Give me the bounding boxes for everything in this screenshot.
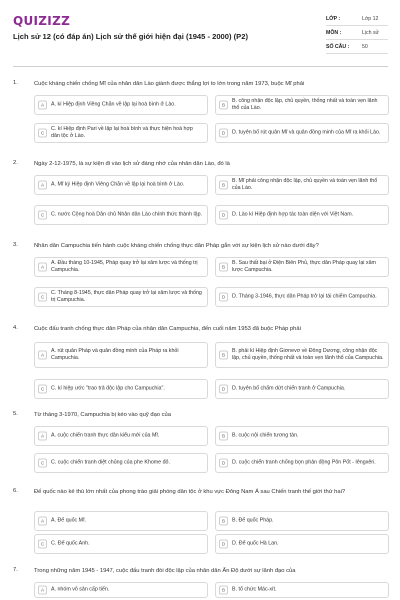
question-text: Cuộc đấu tranh chống thực dân Pháp của nhân dân Campuchia, đến cuối năm 1953 đã buộc Pháp phải bbox=[34, 326, 301, 332]
option-text: B. phải kí Hiệp định Giơnevơ về Đông Dương, công nhận độc lập, chủ quyền, thống nhất và toàn vẹn lãnh thổ của Campuchia. bbox=[232, 348, 384, 361]
option-letter: B bbox=[219, 432, 228, 441]
option-b[interactable] bbox=[215, 582, 389, 598]
worksheet-meta bbox=[326, 12, 388, 54]
option-letter: B bbox=[219, 263, 228, 272]
meta-value: Lớp 12 bbox=[362, 15, 379, 22]
option-text: C. nước Cộng hoà Dân chủ Nhân dân Lào chính thức thành lập. bbox=[51, 211, 203, 218]
option-d[interactable] bbox=[215, 205, 389, 225]
option-c[interactable] bbox=[34, 123, 208, 143]
option-text: C. Đế quốc Anh. bbox=[51, 540, 90, 547]
option-a[interactable] bbox=[34, 175, 208, 195]
option-text: A. cuộc chiến tranh thực dân kiểu mới của Mĩ. bbox=[51, 432, 160, 439]
option-letter: B bbox=[219, 586, 228, 595]
option-text: A. Mĩ ký Hiệp định Viêng Chăn về lập lại hoà bình ở Lào. bbox=[51, 181, 185, 188]
option-text: D. tuyên bố rút quân Mĩ và quân đồng minh của Mĩ ra khỏi Lào. bbox=[232, 129, 381, 136]
option-b[interactable] bbox=[215, 511, 389, 531]
option-text: C. kí Hiệp định Pari về lập lại hoà bình và thực hiện hoà hợp dân tộc ở Lào. bbox=[51, 126, 193, 139]
option-text: A. Đế quốc Mĩ. bbox=[51, 517, 87, 524]
option-letter: B bbox=[219, 101, 228, 110]
meta-row-class bbox=[326, 12, 388, 26]
option-letter: C bbox=[38, 293, 47, 302]
option-a[interactable] bbox=[34, 342, 208, 368]
option-letter: A bbox=[38, 263, 47, 272]
option-letter: B bbox=[219, 181, 228, 190]
option-text: C. Tháng 8-1945, thực dân Pháp quay trở lại xâm lược và thống trị Campuchia. bbox=[51, 290, 202, 303]
option-c[interactable] bbox=[34, 205, 208, 225]
option-letter: B bbox=[219, 351, 228, 360]
worksheet-title: Lịch sử 12 (có đáp án) Lịch sử thế giới hiện đại (1945 - 2000) (P2) bbox=[13, 32, 248, 41]
option-letter: A bbox=[38, 351, 47, 360]
question-text: Cuộc kháng chiến chống Mĩ của nhân dân Lào giành được thắng lợi to lớn trong năm 1973, buộc Mĩ phải bbox=[34, 81, 305, 87]
option-letter: C bbox=[38, 129, 47, 138]
option-letter: D bbox=[219, 540, 228, 549]
option-text: C. cuộc chiến tranh diệt chủng của phe Khome đỏ. bbox=[51, 459, 170, 466]
option-letter: B bbox=[219, 517, 228, 526]
option-text: B. Đế quốc Pháp. bbox=[232, 517, 274, 524]
option-text: B. công nhận độc lập, chủ quyền, thống nhất và toàn vẹn lãnh thổ của Lào. bbox=[232, 98, 378, 111]
option-a[interactable] bbox=[34, 511, 208, 531]
meta-value: Lịch sử bbox=[362, 29, 380, 36]
option-a[interactable] bbox=[34, 582, 208, 598]
option-text: D. Đế quốc Hà Lan. bbox=[232, 540, 279, 547]
option-letter: A bbox=[38, 517, 47, 526]
question-number: 2. bbox=[13, 160, 18, 166]
option-text: A. nhóm vô sản cấp tiến. bbox=[51, 586, 110, 593]
option-b[interactable] bbox=[215, 426, 389, 446]
option-text: B. Mĩ phải công nhận độc lập, chủ quyền và toàn vẹn lãnh thổ của Lào. bbox=[232, 178, 378, 191]
option-text: B. tổ chức Mác-xít. bbox=[232, 586, 277, 593]
option-letter: A bbox=[38, 181, 47, 190]
question-number: 3. bbox=[13, 242, 18, 248]
question-number: 5. bbox=[13, 411, 18, 417]
option-a[interactable] bbox=[34, 95, 208, 115]
option-letter: A bbox=[38, 586, 47, 595]
question-text: Trong những năm 1945 - 1947, cuộc đấu tranh đòi độc lập của nhân dân Ấn Độ dưới sự lãnh đạo của bbox=[34, 568, 296, 574]
option-text: D. tuyên bố chấm dứt chiến tranh ở Campuchia. bbox=[232, 385, 346, 392]
question-number: 4. bbox=[13, 325, 18, 331]
option-text: C. kí hiệp ước "trao trả độc lập cho Campuchia". bbox=[51, 385, 165, 392]
option-letter: D bbox=[219, 129, 228, 138]
option-b[interactable] bbox=[215, 175, 389, 195]
meta-row-subject bbox=[326, 26, 388, 40]
option-d[interactable] bbox=[215, 379, 389, 399]
option-text: D. cuộc chiến tranh chống bọn phản động Pôn Pốt - Iêngxêri. bbox=[232, 459, 376, 466]
option-letter: D bbox=[219, 459, 228, 468]
question-number: 6. bbox=[13, 488, 18, 494]
option-letter: A bbox=[38, 432, 47, 441]
option-letter: C bbox=[38, 385, 47, 394]
option-c[interactable] bbox=[34, 534, 208, 554]
question-text: Đế quốc nào kẻ thù lớn nhất của phong trào giải phóng dân tộc ở khu vực Đông Nam Á sau Chiến tranh thế giới thứ hai? bbox=[34, 489, 346, 495]
option-a[interactable] bbox=[34, 257, 208, 277]
option-text: A. Đầu tháng 10-1945, Pháp quay trở lại xâm lược và thống trị Campuchia. bbox=[51, 260, 198, 273]
meta-label: MÔN : bbox=[326, 29, 342, 36]
option-d[interactable] bbox=[215, 287, 389, 307]
option-letter: D bbox=[219, 293, 228, 302]
meta-label: SỐ CÂU : bbox=[326, 43, 350, 50]
question-number: 7. bbox=[13, 567, 18, 573]
option-text: B. cuộc nội chiến tương tàn. bbox=[232, 432, 299, 439]
meta-row-count bbox=[326, 40, 388, 54]
option-text: B. Sau thất bại ở Điện Biên Phủ, thực dân Pháp quay lại xâm lược Campuchia. bbox=[232, 260, 376, 273]
meta-label: LỚP : bbox=[326, 15, 341, 22]
option-c[interactable] bbox=[34, 453, 208, 473]
option-text: D. Lào kí Hiệp định hợp tác toàn diện với Việt Nam. bbox=[232, 211, 354, 218]
question-text: Ngày 2-12-1975, là sự kiện đi vào lịch sử đáng nhớ của nhân dân Lào, đó là bbox=[34, 161, 230, 167]
option-d[interactable] bbox=[215, 453, 389, 473]
option-c[interactable] bbox=[34, 379, 208, 399]
question-text: Nhân dân Campuchia tiến hành cuộc kháng chiến chống thực dân Pháp gắn với sự kiện lịch sử nào dưới đây? bbox=[34, 243, 319, 249]
option-letter: C bbox=[38, 211, 47, 220]
option-c[interactable] bbox=[34, 287, 208, 307]
option-text: A. kí Hiệp định Viêng Chăn về lập lại hoà bình ở Lào. bbox=[51, 101, 176, 108]
option-letter: D bbox=[219, 385, 228, 394]
option-d[interactable] bbox=[215, 123, 389, 143]
question-text: Từ tháng 3-1970, Campuchia bị kéo vào quỹ đạo của bbox=[34, 412, 171, 418]
option-b[interactable] bbox=[215, 342, 389, 368]
worksheet-header bbox=[0, 0, 400, 68]
quizizz-logo: QUIZIZZ bbox=[13, 14, 71, 28]
header-divider bbox=[13, 66, 388, 67]
option-letter: D bbox=[219, 211, 228, 220]
option-letter: A bbox=[38, 101, 47, 110]
meta-value: 50 bbox=[362, 43, 368, 50]
option-letter: C bbox=[38, 459, 47, 468]
option-text: D. Tháng 3-1946, thực dân Pháp trở lại tái chiếm Campuchia. bbox=[232, 293, 377, 300]
option-b[interactable] bbox=[215, 257, 389, 277]
option-b[interactable] bbox=[215, 95, 389, 115]
option-text: A. rút quân Pháp và quân đồng minh của Pháp ra khỏi Campuchia. bbox=[51, 348, 179, 361]
question-number: 1. bbox=[13, 80, 18, 86]
option-a[interactable] bbox=[34, 426, 208, 446]
option-d[interactable] bbox=[215, 534, 389, 554]
option-letter: C bbox=[38, 540, 47, 549]
